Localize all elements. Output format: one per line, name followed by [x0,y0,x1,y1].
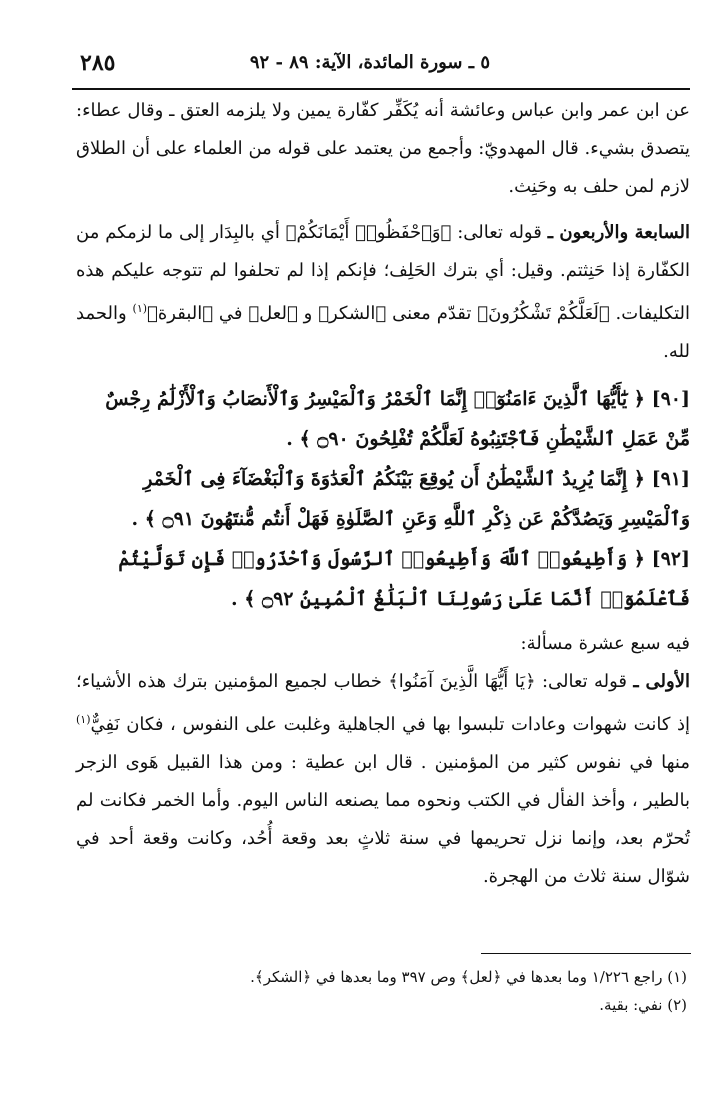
footnotes [87,963,687,1019]
footnote-ref-2: (١) [76,713,91,726]
verse-90-number: [٩٠] [651,388,690,410]
section-1-paragraph [76,663,690,896]
verse-90-text: ﴿ يَٰٓأَيُّهَا ٱلَّذِينَ ءَامَنُوٓا۟ إِنَّمَا ٱلْخَمْرُ وَٱلْمَيْسِرُ وَٱلْأَنصَابُ وَٱلْأَزْلَٰمُ رِجْسٌ مِّنْ عَمَلِ ٱلشَّيْطَٰنِ فَٱجْتَنِبُوهُ لَعَلَّكُمْ تُفْلِحُونَ ۝٩٠ ﴾ . [105,388,690,450]
verse-91-number: [٩١] [651,468,690,490]
verse-91-text: ﴿ إِنَّمَا يُرِيدُ ٱلشَّيْطَٰنُ أَن يُوقِعَ بَيْنَكُمُ ٱلْعَدَٰوَةَ وَٱلْبَغْضَآءَ فِى ٱلْخَمْرِ وَٱلْمَيْسِرِ وَيَصُدَّكُمْ عَن ذِكْرِ ٱللَّهِ وَعَنِ ٱلصَّلَوٰةِ فَهَلْ أَنتُم مُّنتَهُونَ ۝٩١ ﴾ . [131,468,690,530]
section-47-heading: السابعة والأربعون ـ [547,222,691,243]
footnote-1: (١) راجع ١/٢٢٦ وما بعدها في ﴿لعل﴾ وص ٣٩٧ وما بعدها في ﴿الشكر﴾. [250,968,687,986]
running-title: ٥ ـ سورة المائدة، الآية: ٨٩ - ٩٢ [249,52,490,73]
running-header [72,44,690,90]
section-1-heading: الأولى ـ [633,671,690,692]
verse-92-number: [٩٢] [651,548,690,570]
verse-92-text: ﴿ وَأَطِيعُوا۟ ٱللَّهَ وَأَطِيعُوا۟ ٱلرَّسُولَ وَٱحْذَرُوا۟ فَإِن تَوَلَّيْتُمْ فَٱعْلَمُوٓا۟ أَنَّمَا عَلَىٰ رَسُولِنَا ٱلْبَلَٰغُ ٱلْمُبِينُ ۝٩٢ ﴾ . [118,548,690,610]
section-47-paragraph [76,214,690,371]
verse-91 [76,459,690,539]
section-1-text-b: منها في نفوس كثير من المؤمنين . قال ابن عطية : ومن هذا القبيل هَوى الزجر بالطير ، وأخذ الفأل في الكتب ونحوه مما يصنعه الناس اليوم. وأما الخمر فكانت لم تُحرّم بعد، وإنما نزل تحريمها في سنة ثلاثٍ بعد وقعة أُحُد، وكانت وقعة أحد في شوّال سنة ثلاث من الهجرة. [76,752,690,887]
verse-92 [76,539,690,619]
footnote-divider [481,953,691,954]
section-47-text: قوله تعالى: ﴿وَٱحْفَظُوا۟ أَيْمَانَكُمْ﴾ أي بالبِدَار إلى ما لزمكم من الكفّارة إذا حَنِثتم. وقيل: أي بترك الحَلِف؛ فإنكم إذا لم تحلفوا لم تتوجه عليكم هذه التكليفات. ﴿لَعَلَّكُمْ تَشْكُرُونَ﴾ تقدّم معنى ﴿الشكر﴾ و ﴿لعل﴾ في ﴿البقرة﴾ [76,222,690,324]
paragraph-continuation: عن ابن عمر وابن عباس وعائشة أنه يُكَفِّر كفّارة يمين ولا يلزمه العتق ـ وقال عطاء: يتصدق بشيء. قال المهدويّ: وأجمع من يعتمد على قوله من العلماء على أن الطلاق لازم لمن حلف به وحَنِث. [76,100,690,197]
section-1-text-a: قوله تعالى: ﴿يَا أَيُّهَا الَّذِينَ آمَنُوا﴾ خطاب لجميع المؤمنين بترك هذه الأشياء؛ إذ كانت شهوات وعادات تلبسوا بها في الجاهلية وغلبت على النفوس ، فكان نَفِيٌّ [76,671,690,735]
footnote-2: (٢) نفي: بقية. [599,996,687,1014]
issues-intro: فيه سبع عشرة مسألة: [520,633,690,654]
section-47-tail: والحمد لله. [76,303,690,362]
footnote-ref-1: (١) [132,302,148,315]
page-body [76,92,690,896]
verse-90 [76,379,690,459]
page-number: ٢٨٥ [80,50,116,76]
